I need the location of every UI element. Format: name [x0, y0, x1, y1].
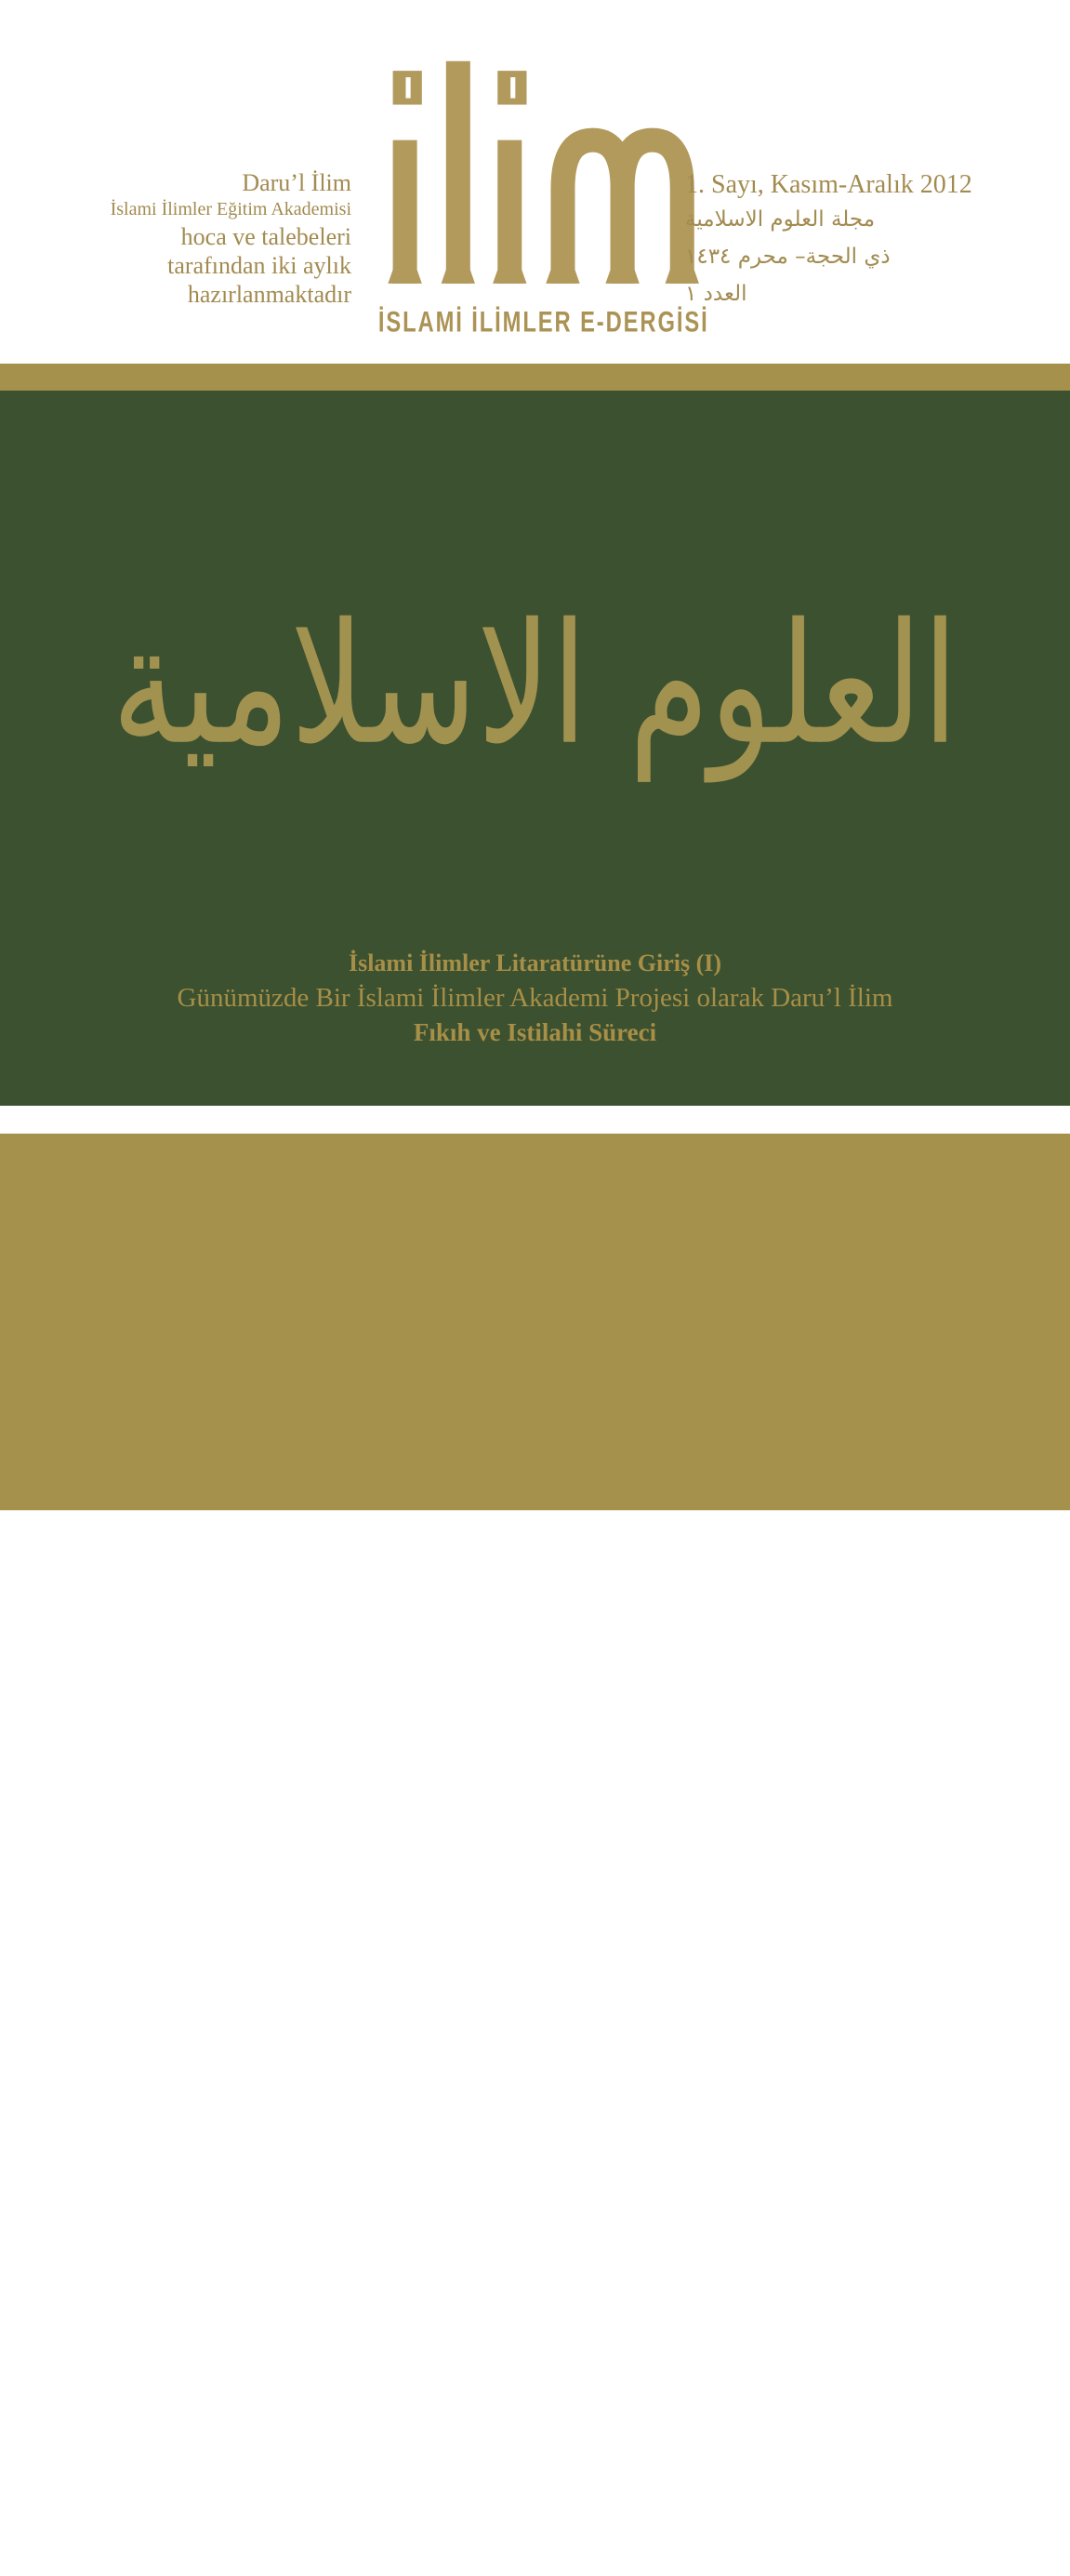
column-item-list [688, 2390, 1034, 2576]
issue-arabic-line: العدد ١ [685, 282, 747, 306]
headline-article-title: Fıkıh ve Istilahi Süreci [413, 1018, 657, 1046]
headline-series-title: İslami İlimler Litaratürüne Giriş (I) [348, 949, 722, 976]
issue-block [685, 169, 972, 312]
publisher-line: İslami İlimler Eğitim Akademisi [110, 199, 351, 219]
publisher-line: tarafından iki aylık [167, 252, 351, 279]
arabic-calligraphy: العلوم الاسلامية [112, 588, 958, 783]
contents-section [0, 1134, 1070, 2571]
contents-columns [73, 2353, 1039, 2576]
publisher-line: Daru’l İlim [242, 169, 351, 196]
publisher-block [0, 168, 351, 309]
column-item-list [386, 2390, 671, 2576]
cover-headline [0, 947, 1070, 1049]
toc-item: > Süleymaniye Kütüphanesi (ı) [688, 2394, 1011, 2460]
column-item-list [73, 2390, 369, 2576]
toc-item: > Akademisyenlerimize sorduk: İslami ilimler bize ne kazandırıyor? [386, 2468, 654, 2571]
toc-item: > Ticaret fıkhının temelleri [73, 2394, 266, 2460]
ilim-lettermark-icon [370, 60, 701, 301]
publisher-line: hoca ve talebeleri [180, 223, 351, 250]
contents-column-soylesiler [386, 2353, 688, 2576]
toc-item: > Hadis mi değil mi? (11) [73, 2468, 360, 2497]
publisher-line: hazırlanmaktadır [187, 281, 351, 308]
masthead [0, 0, 1070, 364]
column-title: SERİ YAZILAR [73, 2355, 256, 2383]
ilim-logo [370, 60, 709, 339]
toc-item: > İbni Haldun ile İslami ilimler üzerine [386, 2394, 649, 2460]
toc-item: > Mübtedilere usûl-i hadis ıstilahları [73, 2505, 301, 2571]
toc-item: > Şerhu Maâni’l Asâr, İmam Tahavi; Ahkâmü’l Kurân, İmam Cessas [688, 2468, 1008, 2571]
contents-column-kutuphane [688, 2353, 1034, 2576]
issue-arabic-line: ذي الحجة– محرم ١٤٣٤ [685, 245, 891, 269]
headline-subtitle: Günümüzde Bir İslami İlimler Akademi Projesi olarak Daru’l İlim [177, 983, 893, 1013]
logo-tagline: İSLAMİ İLİMLER E-DERGİSİ [377, 306, 709, 339]
cover-art-section [0, 391, 1070, 1106]
column-title: KÜTÜPHANE-KİTABİYAT [688, 2355, 1004, 2383]
issue-arabic-line: مجلة العلوم الاسلامية [685, 207, 876, 232]
contents-column-seri-yazilar [73, 2353, 386, 2576]
column-title: SÖYLEŞİLER [386, 2355, 551, 2383]
gold-divider [0, 364, 1070, 391]
white-divider [0, 1106, 1070, 1134]
issue-number-date: 1. Sayı, Kasım-Aralık 2012 [685, 170, 972, 199]
